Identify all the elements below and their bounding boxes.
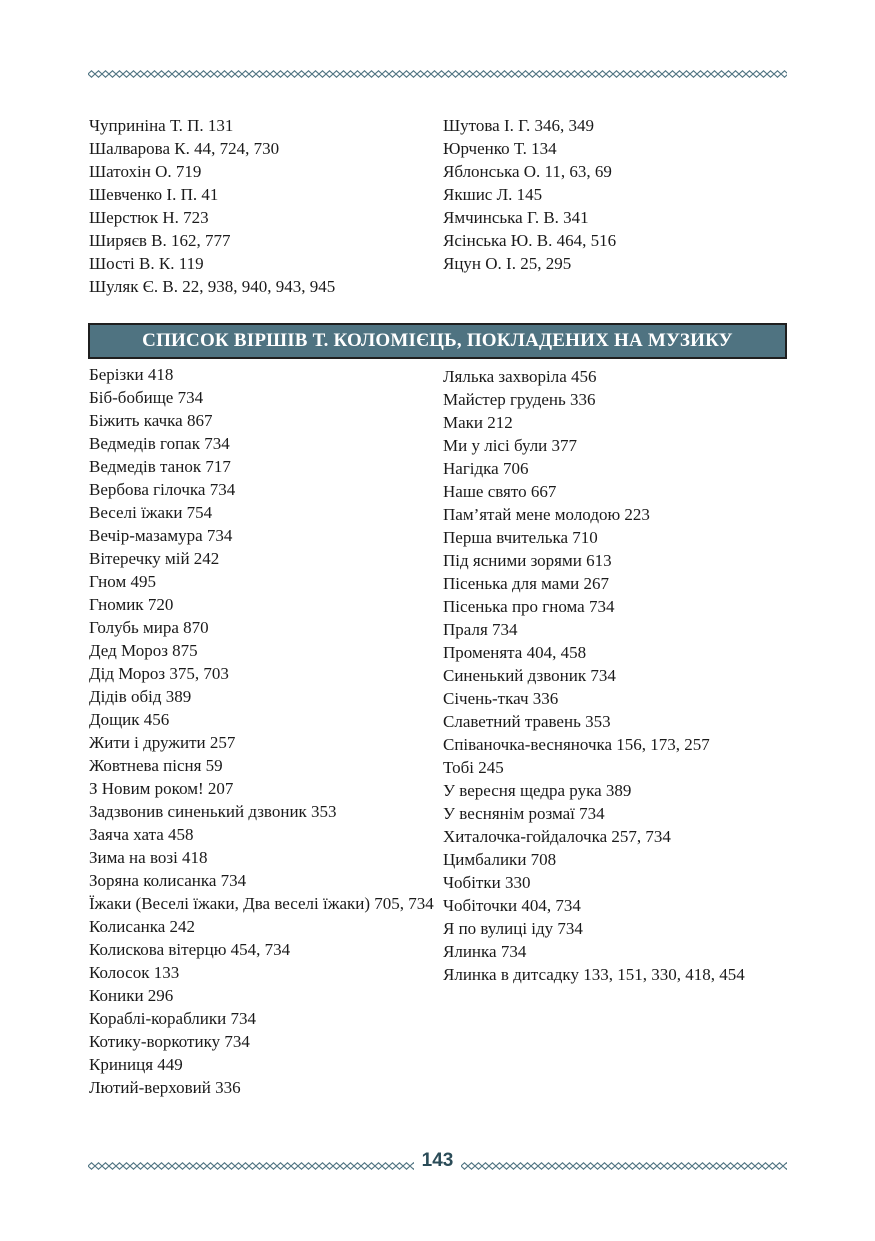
song-entry: Цимбалики 708: [443, 850, 557, 869]
song-entry: Ведмедів гопак 734: [89, 434, 230, 453]
song-entry: Задзвонив синенький дзвоник 353: [89, 802, 337, 821]
song-entry: Жити і дружити 257: [89, 733, 236, 752]
song-entry: Дед Мороз 875: [89, 641, 198, 660]
song-entry: Біб-бобище 734: [89, 388, 204, 407]
song-entry: Ведмедів танок 717: [89, 457, 231, 476]
song-entry: Хиталочка-гойдалочка 257, 734: [443, 827, 671, 846]
author-entry: Яцун О. І. 25, 295: [443, 254, 572, 273]
page-footer: [88, 1150, 787, 1172]
song-entry: Променята 404, 458: [443, 643, 587, 662]
song-entry: Кораблі-кораблики 734: [89, 1009, 256, 1028]
author-entry: Шості В. К. 119: [89, 254, 204, 273]
page-number: 143: [421, 1150, 454, 1171]
author-entry: Шуляк Є. В. 22, 938, 940, 943, 945: [89, 277, 336, 296]
song-entry: Дощик 456: [89, 710, 170, 729]
song-entry: Зима на возі 418: [89, 848, 208, 867]
song-entry: Співаночка-весняночка 156, 173, 257: [443, 735, 710, 754]
song-entry: З Новим роком! 207: [89, 779, 234, 798]
song-entry: Біжить качка 867: [89, 411, 213, 430]
songs-list-right-column: [443, 365, 785, 986]
song-entry: Під ясними зорями 613: [443, 551, 612, 570]
song-entry: Дідів обід 389: [89, 687, 192, 706]
song-entry: Колискова вітерцю 454, 734: [89, 940, 291, 959]
song-entry: Лютий-верховий 336: [89, 1078, 241, 1097]
song-entry: Зоряна колисанка 734: [89, 871, 247, 890]
song-entry: Голубь мира 870: [89, 618, 209, 637]
song-entry: У веснянім розмаї 734: [443, 804, 605, 823]
song-entry: Я по вулиці іду 734: [443, 919, 583, 938]
song-entry: Тобі 245: [443, 758, 504, 777]
song-entry: Чобітки 330: [443, 873, 531, 892]
section-header: [88, 323, 787, 359]
song-entry: Вітеречку мій 242: [89, 549, 220, 568]
song-entry: Праля 734: [443, 620, 518, 639]
song-entry: Вербова гілочка 734: [89, 480, 236, 499]
top-decorative-rule: [88, 70, 787, 78]
song-entry: Нагідка 706: [443, 459, 529, 478]
author-entry: Шалварова К. 44, 724, 730: [89, 139, 280, 158]
song-entry: Майстер грудень 336: [443, 390, 596, 409]
song-entry: Славетний травень 353: [443, 712, 611, 731]
song-entry: Берізки 418: [89, 365, 174, 384]
song-entry: Ялинка 734: [443, 942, 527, 961]
song-entry: Ми у лісі були 377: [443, 436, 578, 455]
author-entry: Яблонська О. 11, 63, 69: [443, 162, 612, 181]
song-entry: Вечір-мазамура 734: [89, 526, 233, 545]
author-entry: Ширяєв В. 162, 777: [89, 231, 231, 250]
song-entry: Коники 296: [89, 986, 174, 1005]
author-entry: Шутова І. Г. 346, 349: [443, 116, 595, 135]
author-entry: Шерстюк Н. 723: [89, 208, 209, 227]
footer-rule-left: [88, 1157, 414, 1165]
song-entry: Веселі їжаки 754: [89, 503, 213, 522]
song-entry: Заяча хата 458: [89, 825, 194, 844]
song-entry: Їжаки (Веселі їжаки, Два веселі їжаки) 705, 734: [89, 894, 434, 913]
song-entry: Наше свято 667: [443, 482, 557, 501]
author-entry: Шевченко І. П. 41: [89, 185, 219, 204]
song-entry: Синенький дзвоник 734: [443, 666, 616, 685]
author-entry: Ясінська Ю. В. 464, 516: [443, 231, 617, 250]
song-entry: Гном 495: [89, 572, 156, 591]
song-entry: Лялька захворіла 456: [443, 367, 597, 386]
song-entry: Перша вчителька 710: [443, 528, 598, 547]
song-entry: У вересня щедра рука 389: [443, 781, 632, 800]
author-entry: Чуприніна Т. П. 131: [89, 116, 234, 135]
song-entry: Чобіточки 404, 734: [443, 896, 581, 915]
song-entry: Гномик 720: [89, 595, 174, 614]
song-entry: Пісенька про гнома 734: [443, 597, 615, 616]
section-title: СПИСОК ВІРШІВ Т. КОЛОМІЄЦЬ, ПОКЛАДЕНИХ НА МУЗИКУ: [142, 330, 733, 351]
song-entry: Ялинка в дитсадку 133, 151, 330, 418, 454: [443, 965, 745, 984]
song-entry: Колисанка 242: [89, 917, 196, 936]
song-entry: Котику-воркотику 734: [89, 1032, 250, 1051]
author-entry: Якшис Л. 145: [443, 185, 543, 204]
song-entry: Маки 212: [443, 413, 513, 432]
song-entry: Жовтнева пісня 59: [89, 756, 223, 775]
song-entry: Криниця 449: [89, 1055, 183, 1074]
author-entry: Ямчинська Г. В. 341: [443, 208, 589, 227]
footer-rule-right: [461, 1157, 787, 1165]
author-entry: Юрченко Т. 134: [443, 139, 557, 158]
song-entry: Січень-ткач 336: [443, 689, 559, 708]
author-entry: Шатохін О. 719: [89, 162, 202, 181]
song-entry: Колосок 133: [89, 963, 180, 982]
song-entry: Дід Мороз 375, 703: [89, 664, 229, 683]
songs-list-left-column: [89, 363, 434, 1099]
song-entry: Пісенька для мами 267: [443, 574, 609, 593]
song-entry: Пам’ятай мене молодою 223: [443, 505, 650, 524]
authors-index-right-column: [443, 114, 783, 275]
authors-index-left-column: [89, 114, 429, 298]
